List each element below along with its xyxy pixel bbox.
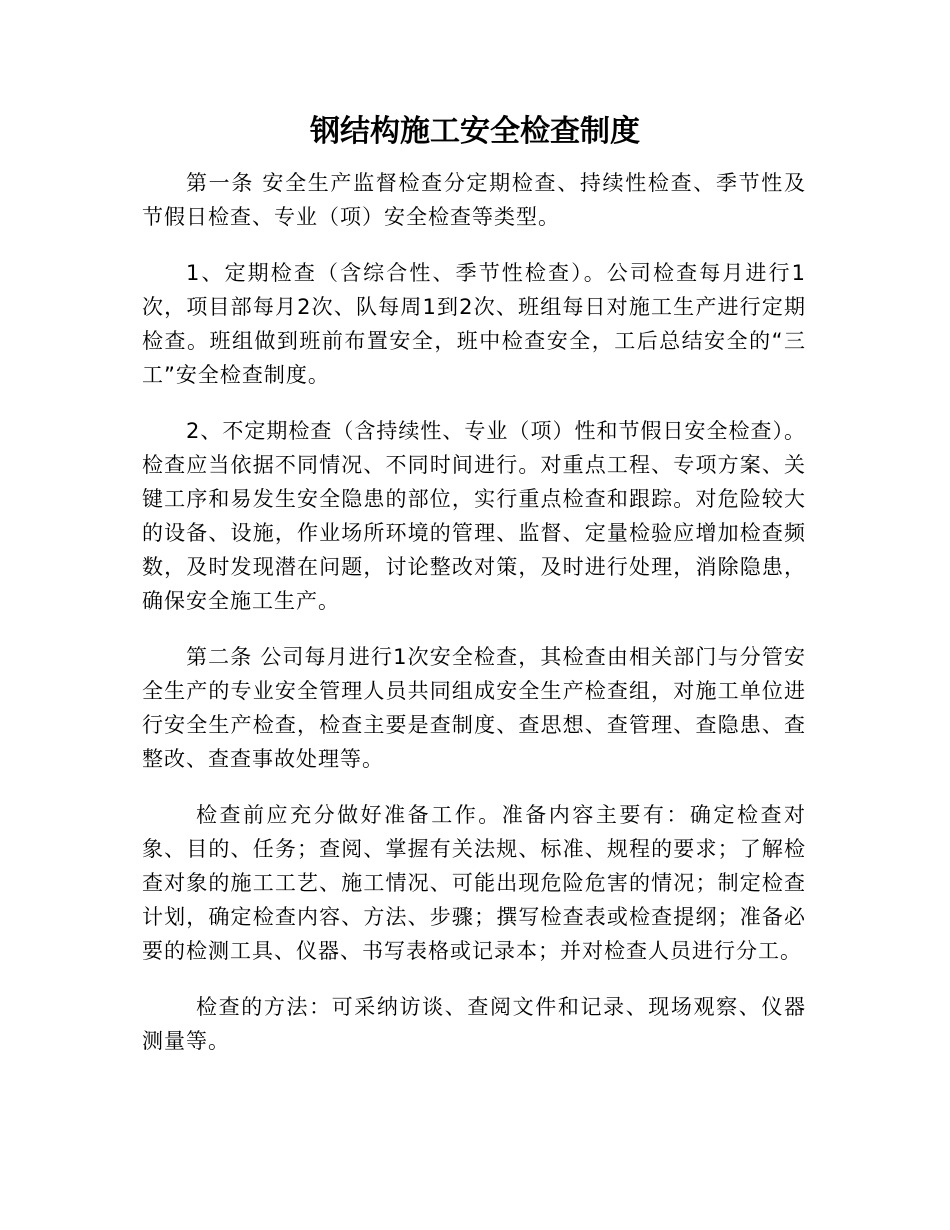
paragraph-methods: 检查的方法：可采纳访谈、查阅文件和记录、现场观察、仪器测量等。 [142, 995, 806, 1053]
document-body [142, 166, 806, 1080]
paragraph-regular-inspection: 1、定期检查（含综合性、季节性检查）。公司检查每月进行1次，项目部每月2次、队每周1到2次、班组每日对施工生产进行定期检查。班组做到班前布置安全，班中检查安全，工后总结安全的“三工”安全检查制度。 [142, 261, 806, 387]
paragraph-irregular-inspection: 2、不定期检查（含持续性、专业（项）性和节假日安全检查）。检查应当依据不同情况、不同时间进行。对重点工程、专项方案、关键工序和易发生安全隐患的部位，实行重点检查和跟踪。对危险较大的设备、设施，作业场所环境的管理、监督、定量检验应增加检查频数，及时发现潜在问题，讨论整改对策，及时进行处理，消除隐患，确保安全施工生产。 [142, 419, 806, 613]
document-title: 钢结构施工安全检查制度 [310, 114, 640, 149]
paragraph-article-2: 第二条 公司每月进行1次安全检查，其检查由相关部门与分管安全生产的专业安全管理人员共同组成安全生产检查组，对施工单位进行安全生产检查，检查主要是查制度、查思想、查管理、查隐患、查整改、查查事故处理等。 [142, 645, 806, 771]
paragraph-article-1: 第一条 安全生产监督检查分定期检查、持续性检查、季节性及节假日检查、专业（项）安全检查等类型。 [142, 171, 806, 229]
paragraph-preparation: 检查前应充分做好准备工作。准备内容主要有：确定检查对象、目的、任务；查阅、掌握有关法规、标准、规程的要求；了解检查对象的施工工艺、施工情况、可能出现危险危害的情况；制定检查计划，确定检查内容、方法、步骤；撰写检查表或检查提纲；准备必要的检测工具、仪器、书写表格或记录本；并对检查人员进行分工。 [142, 803, 806, 963]
